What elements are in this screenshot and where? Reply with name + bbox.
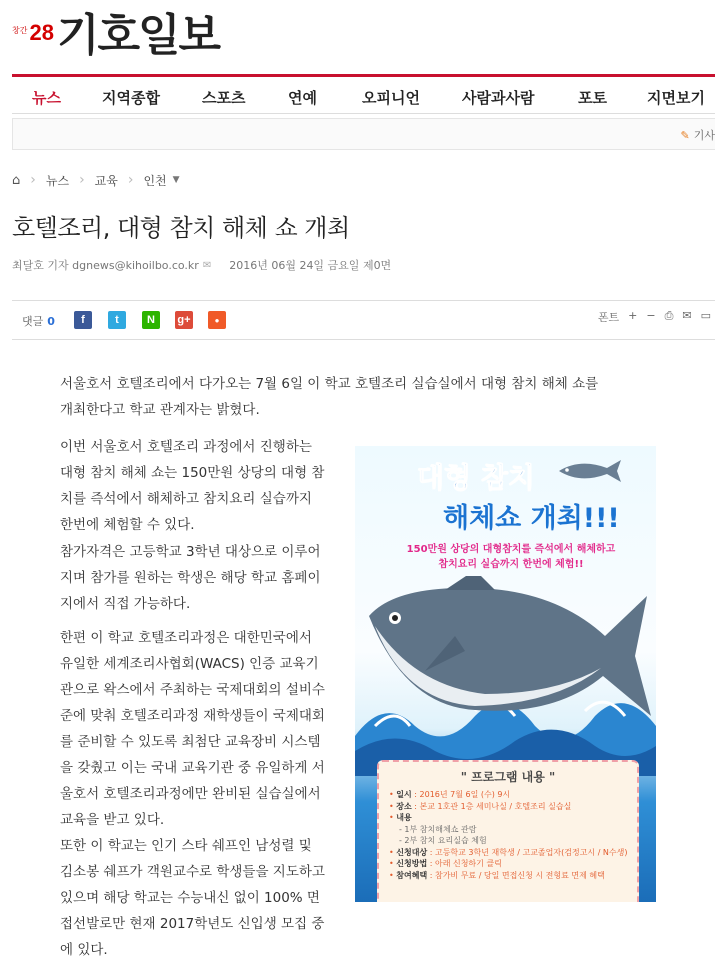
- caret-down-icon[interactable]: ▼: [172, 175, 180, 185]
- since-label: 창간: [12, 26, 28, 35]
- email-icon[interactable]: ✉: [682, 309, 692, 322]
- share-toolbar: [12, 300, 715, 340]
- program-title: " 프로그램 내용 ": [460, 770, 556, 784]
- nav-item-entertainment[interactable]: 연예: [288, 89, 317, 107]
- article-paragraph: 서울호서 호텔조리에서 다가오는 7월 6일 이 학교 호텔조리 실습실에서 대형 참치 해체 쇼를 개최한다고 학교 관계자는 밝혔다.: [60, 376, 599, 418]
- article-paragraph: 이번 서울호서 호텔조리 과정에서 진행하는 대형 참치 해체 쇼는 150만원 상당의 대형 참 치를 즉석에서 해체하고 참치요리 실습까지 한번에 체험할 수 있다.: [60, 439, 325, 533]
- nav-item-photo[interactable]: 포토: [578, 89, 607, 107]
- breadcrumb-incheon[interactable]: 인천: [143, 173, 167, 188]
- poster-subtitle: 150만원 상당의 대형참치를 즉석에서 해체하고 참치요리 실습까지 한번에 체험!!: [406, 544, 616, 570]
- article-byline: [12, 257, 391, 273]
- program-item: • 일시 : 2016년 7월 6일 (수) 9시: [389, 790, 511, 799]
- article-image-poster: [355, 446, 656, 902]
- news-ticker-bar: [12, 118, 715, 150]
- ticker-link[interactable]: ✎ 기사: [680, 129, 715, 142]
- article-date: 2016년 06월 24일 금요일: [229, 259, 360, 272]
- small-tuna-icon: [555, 454, 625, 488]
- article-title: 호텔조리, 대형 참치 해체 쇼 개최: [12, 214, 350, 242]
- author-email[interactable]: dgnews@kihoilbo.co.kr: [72, 258, 199, 272]
- naver-share-button[interactable]: N: [142, 311, 160, 329]
- nav-item-people[interactable]: 사람과사람: [462, 89, 535, 107]
- breadcrumb-education[interactable]: 교육: [94, 173, 118, 188]
- nav-item-regional[interactable]: 지역종합: [102, 89, 160, 107]
- logo-text: 기호일보: [56, 10, 219, 61]
- program-item: • 신청방법 : 아래 신청하기 클릭: [389, 859, 502, 868]
- nav-item-news[interactable]: 뉴스: [32, 89, 61, 107]
- program-item: • 신청대상 : 고등학교 3학년 재학생 / 고교졸업자(검정고시 / N수생): [389, 847, 628, 857]
- chevron-right-icon: ›: [127, 172, 134, 188]
- scrap-icon[interactable]: ▭: [700, 309, 711, 322]
- print-icon[interactable]: ⎙: [664, 309, 674, 322]
- poster-headline: 대형 참치: [417, 461, 535, 494]
- article-paragraph: 참가자격은 고등학교 3학년 대상으로 이루어 지며 참가를 원하는 학생은 해당 학교 홈페이 지에서 직접 가능하다.: [60, 544, 321, 612]
- facebook-share-button[interactable]: f: [74, 311, 92, 329]
- article-page: 제0면: [362, 259, 392, 272]
- site-logo[interactable]: [12, 10, 219, 60]
- program-item: • 참여혜택 : 참가비 무료 / 당일 면접신청 시 전형료 면제 혜택: [389, 870, 605, 880]
- font-decrease-icon[interactable]: −: [646, 309, 656, 322]
- program-box: [377, 760, 639, 902]
- twitter-share-button[interactable]: t: [108, 311, 126, 329]
- nav-item-sports[interactable]: 스포츠: [202, 89, 246, 107]
- breadcrumb-news[interactable]: 뉴스: [45, 173, 70, 188]
- nav-item-print[interactable]: 지면보기: [647, 89, 705, 107]
- nav-item-opinion[interactable]: 오피니언: [362, 89, 420, 107]
- article-tools: [598, 309, 711, 325]
- program-item: • 장소 : 본교 1호관 1층 세미나실 / 호텔조리 실습실: [389, 801, 572, 811]
- anniversary-number: 28: [29, 20, 54, 45]
- comment-count-button[interactable]: 댓글 0: [22, 315, 55, 328]
- pencil-icon: ✎: [680, 129, 690, 142]
- article-paragraph: 한편 이 학교 호텔조리과정은 대한민국에서 유일한 세계조리사협회(WACS) 인증 교육기 관으로 왁스에서 주최하는 국제대회의 설비수 준에 맞춰 호텔조리과정 재학생들이 국제대회 를 준비할 수 있도록 최첨단 교육장비 시스템 을 갖췄고 이는 국내 교육기관 중 유일하게 서 울호서 호텔조리과정에만 완비된 실습실에서 교육을 받고 있다.: [60, 630, 325, 828]
- author-name: 최달호 기자: [12, 259, 69, 272]
- main-nav: [12, 74, 715, 114]
- program-item: - 1부 참치해체쇼 관람: [399, 824, 477, 834]
- breadcrumb: [12, 170, 180, 190]
- program-item: • 내용: [389, 813, 412, 822]
- font-label: 폰트: [597, 311, 620, 324]
- googleplus-share-button[interactable]: g+: [175, 311, 193, 329]
- home-icon[interactable]: ⌂: [12, 172, 21, 188]
- font-increase-icon[interactable]: +: [628, 309, 638, 322]
- mail-icon[interactable]: ✉: [202, 259, 212, 271]
- chevron-right-icon: ›: [79, 172, 85, 188]
- program-item: - 2부 참치 요리실습 체험: [399, 836, 487, 845]
- chevron-right-icon: ›: [30, 172, 36, 188]
- tuna-illustration: [355, 576, 656, 776]
- poster-headline-2: 해체쇼 개최!!!: [443, 503, 620, 534]
- article-paragraph: 또한 이 학교는 인기 스타 쉐프인 남성렬 및 김소봉 쉐프가 객원교수로 학생들을 지도하고 있으며 해당 학교는 수능내신 없이 100% 면 접선발로만 현재 2017학년도 신입생 모집 중 에 있다.: [60, 838, 325, 958]
- kakao-share-button[interactable]: ●: [208, 311, 226, 329]
